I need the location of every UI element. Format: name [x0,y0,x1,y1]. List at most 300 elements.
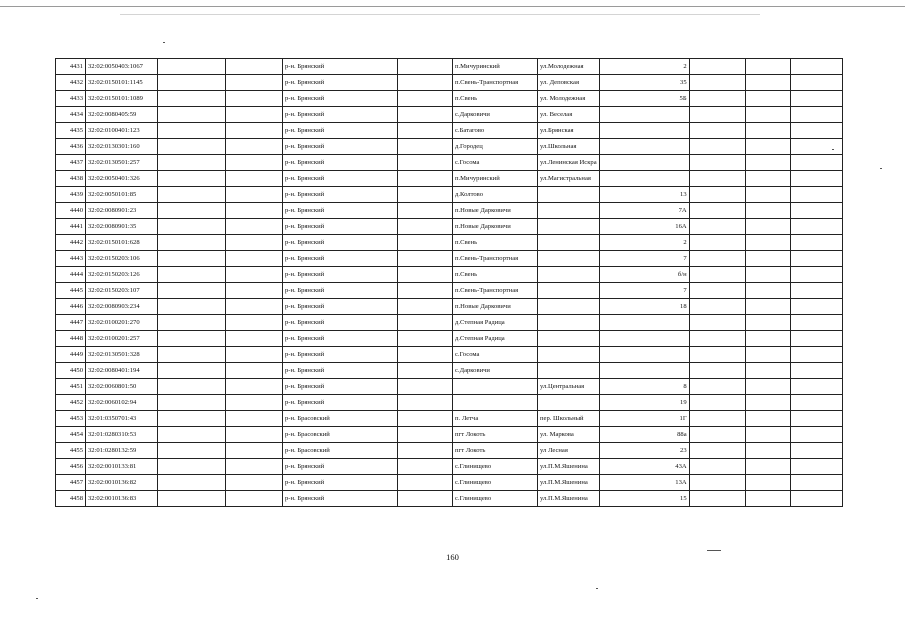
row-number-cell: 4450 [56,363,86,379]
empty-cell [790,139,842,155]
empty-cell [398,139,453,155]
empty-cell [158,107,226,123]
empty-cell [398,123,453,139]
table-row [56,107,843,123]
empty-cell [790,299,842,315]
settlement-cell: с.Глинищево [453,459,538,475]
cadastral-number-cell: 32:02:0080401:194 [86,363,158,379]
settlement-cell: п.Свень-Транспортная [453,283,538,299]
empty-cell [158,427,226,443]
house-number-cell: 23 [599,443,689,459]
empty-cell [745,219,790,235]
empty-cell [226,267,283,283]
empty-cell [398,155,453,171]
row-number-cell: 4440 [56,203,86,219]
empty-cell [226,155,283,171]
empty-cell [158,251,226,267]
street-cell [538,299,600,315]
district-cell: р-н. Брянский [283,491,398,507]
cadastral-number-cell: 32:02:0060801:50 [86,379,158,395]
district-cell: р-н. Брянский [283,379,398,395]
empty-cell [226,75,283,91]
empty-cell [226,347,283,363]
top-rule [0,6,905,7]
settlement-cell: д.Степная Радица [453,315,538,331]
row-number-cell: 4448 [56,331,86,347]
cadastral-number-cell: 32:01:0280132:59 [86,443,158,459]
house-number-cell: 88а [599,427,689,443]
cadastral-number-cell: 32:02:0100201:257 [86,331,158,347]
empty-cell [158,203,226,219]
table-row [56,91,843,107]
empty-cell [745,139,790,155]
house-number-cell [599,331,689,347]
house-number-cell: 35 [599,75,689,91]
empty-cell [158,59,226,75]
row-number-cell: 4432 [56,75,86,91]
empty-cell [398,491,453,507]
empty-cell [398,187,453,203]
empty-cell [226,363,283,379]
empty-cell [226,283,283,299]
settlement-cell: пгт Локоть [453,443,538,459]
empty-cell [689,267,745,283]
house-number-cell [599,315,689,331]
empty-cell [790,331,842,347]
settlement-cell: с.Глинищево [453,491,538,507]
register-table [55,58,843,507]
empty-cell [226,379,283,395]
empty-cell [689,251,745,267]
empty-cell [158,171,226,187]
table-row [56,299,843,315]
district-cell: р-н. Брянский [283,267,398,283]
page-number: 160 [446,552,459,562]
empty-cell [745,491,790,507]
table-row [56,219,843,235]
empty-cell [226,219,283,235]
scan-speck [832,149,834,150]
top-rule-faint [120,14,760,15]
table-row [56,75,843,91]
row-number-cell: 4446 [56,299,86,315]
empty-cell [689,395,745,411]
empty-cell [689,139,745,155]
empty-cell [790,267,842,283]
cadastral-number-cell: 32:02:0130501:257 [86,155,158,171]
district-cell: р-н. Брянский [283,75,398,91]
empty-cell [689,171,745,187]
row-number-cell: 4441 [56,219,86,235]
district-cell: р-н. Брасовский [283,427,398,443]
empty-cell [745,443,790,459]
district-cell: р-н. Брянский [283,155,398,171]
house-number-cell [599,139,689,155]
table-row [56,59,843,75]
house-number-cell: 19 [599,395,689,411]
empty-cell [226,491,283,507]
settlement-cell: п.Мичуринский [453,59,538,75]
empty-cell [745,363,790,379]
settlement-cell [453,395,538,411]
district-cell: р-н. Брянский [283,219,398,235]
empty-cell [689,427,745,443]
scan-speck [163,42,165,43]
house-number-cell [599,107,689,123]
empty-cell [226,427,283,443]
settlement-cell: п.Новые Дарковичи [453,299,538,315]
empty-cell [398,251,453,267]
street-cell [538,187,600,203]
empty-cell [790,475,842,491]
table-row [56,267,843,283]
cadastral-number-cell: 32:02:0100401:123 [86,123,158,139]
empty-cell [398,171,453,187]
empty-cell [226,171,283,187]
cadastral-number-cell: 32:02:0100201:270 [86,315,158,331]
street-cell: ул.Ленинская Искра [538,155,600,171]
table-row [56,315,843,331]
empty-cell [689,155,745,171]
settlement-cell: п.Свень [453,91,538,107]
cadastral-number-cell: 32:01:0280310:53 [86,427,158,443]
empty-cell [158,123,226,139]
table-row [56,491,843,507]
empty-cell [226,59,283,75]
table-row [56,427,843,443]
cadastral-number-cell: 32:02:0080903:234 [86,299,158,315]
settlement-cell: д.Колтово [453,187,538,203]
empty-cell [790,171,842,187]
settlement-cell: п.Новые Дарковичи [453,219,538,235]
cadastral-number-cell: 32:02:0150203:107 [86,283,158,299]
settlement-cell: пгт Локоть [453,427,538,443]
cadastral-number-cell: 32:02:0080901:35 [86,219,158,235]
empty-cell [158,459,226,475]
cadastral-number-cell: 32:02:0080405:59 [86,107,158,123]
settlement-cell: д.Степная Радица [453,331,538,347]
empty-cell [226,459,283,475]
house-number-cell: 7А [599,203,689,219]
empty-cell [790,395,842,411]
empty-cell [158,411,226,427]
empty-cell [790,203,842,219]
row-number-cell: 4447 [56,315,86,331]
empty-cell [745,171,790,187]
house-number-cell: 7 [599,283,689,299]
settlement-cell: с.Дарковичи [453,363,538,379]
table-row [56,283,843,299]
empty-cell [226,187,283,203]
street-cell [538,283,600,299]
district-cell: р-н. Брянский [283,251,398,267]
row-number-cell: 4437 [56,155,86,171]
district-cell: р-н. Брянский [283,363,398,379]
empty-cell [398,427,453,443]
empty-cell [226,475,283,491]
scan-speck [596,588,598,589]
table-row [56,235,843,251]
settlement-cell: д.Городец [453,139,538,155]
row-number-cell: 4458 [56,491,86,507]
empty-cell [226,411,283,427]
empty-cell [689,59,745,75]
row-number-cell: 4443 [56,251,86,267]
empty-cell [158,363,226,379]
empty-cell [226,395,283,411]
row-number-cell: 4457 [56,475,86,491]
empty-cell [689,283,745,299]
empty-cell [790,459,842,475]
empty-cell [226,107,283,123]
empty-cell [398,267,453,283]
empty-cell [226,203,283,219]
empty-cell [689,411,745,427]
street-cell [538,363,600,379]
street-cell: ул.П.М.Яшенина [538,491,600,507]
empty-cell [158,155,226,171]
settlement-cell: п.Мичуринский [453,171,538,187]
street-cell: ул.П.М.Яшенина [538,459,600,475]
empty-cell [745,395,790,411]
cadastral-number-cell: 32:02:0150203:126 [86,267,158,283]
empty-cell [689,331,745,347]
house-number-cell: 5Б [599,91,689,107]
empty-cell [790,187,842,203]
empty-cell [689,235,745,251]
empty-cell [790,379,842,395]
empty-cell [158,379,226,395]
empty-cell [689,299,745,315]
house-number-cell: 43А [599,459,689,475]
district-cell: р-н. Брянский [283,171,398,187]
empty-cell [158,315,226,331]
empty-cell [398,395,453,411]
district-cell: р-н. Брасовский [283,443,398,459]
table-row [56,203,843,219]
row-number-cell: 4456 [56,459,86,475]
house-number-cell: 18 [599,299,689,315]
empty-cell [398,235,453,251]
district-cell: р-н. Брянский [283,203,398,219]
empty-cell [689,203,745,219]
settlement-cell: п.Свень [453,235,538,251]
house-number-cell: 15 [599,491,689,507]
empty-cell [790,219,842,235]
empty-cell [745,315,790,331]
house-number-cell: 8 [599,379,689,395]
empty-cell [158,299,226,315]
empty-cell [226,139,283,155]
table-row [56,347,843,363]
house-number-cell: 2 [599,59,689,75]
empty-cell [790,107,842,123]
empty-cell [158,443,226,459]
empty-cell [689,347,745,363]
empty-cell [790,363,842,379]
district-cell: р-н. Брянский [283,139,398,155]
empty-cell [745,155,790,171]
row-number-cell: 4442 [56,235,86,251]
cadastral-number-cell: 32:01:0350701:43 [86,411,158,427]
cadastral-number-cell: 32:02:0050401:326 [86,171,158,187]
empty-cell [790,251,842,267]
empty-cell [745,347,790,363]
empty-cell [790,347,842,363]
district-cell: р-н. Брянский [283,283,398,299]
empty-cell [745,475,790,491]
table-row [56,475,843,491]
table-row [56,443,843,459]
settlement-cell: п. Летча [453,411,538,427]
empty-cell [790,491,842,507]
street-cell [538,267,600,283]
empty-cell [745,379,790,395]
empty-cell [158,187,226,203]
house-number-cell: 16А [599,219,689,235]
settlement-cell: п.Свень-Транспортная [453,251,538,267]
house-number-cell [599,347,689,363]
empty-cell [398,283,453,299]
empty-cell [158,347,226,363]
table-row [56,251,843,267]
empty-cell [790,443,842,459]
street-cell: ул. Деповская [538,75,600,91]
table-row [56,155,843,171]
empty-cell [398,411,453,427]
empty-cell [745,411,790,427]
cadastral-number-cell: 32:02:0150101:1145 [86,75,158,91]
table-row [56,379,843,395]
house-number-cell: 13А [599,475,689,491]
empty-cell [226,315,283,331]
empty-cell [790,283,842,299]
empty-cell [745,75,790,91]
table-row [56,411,843,427]
empty-cell [790,235,842,251]
cadastral-number-cell: 32:02:0050101:85 [86,187,158,203]
empty-cell [158,235,226,251]
cadastral-number-cell: 32:02:0050403:1067 [86,59,158,75]
house-number-cell: 1Г [599,411,689,427]
row-number-cell: 4452 [56,395,86,411]
street-cell [538,331,600,347]
empty-cell [689,475,745,491]
table-row [56,123,843,139]
table-row [56,139,843,155]
settlement-cell: п.Свень [453,267,538,283]
row-number-cell: 4439 [56,187,86,203]
row-number-cell: 4436 [56,139,86,155]
empty-cell [226,331,283,347]
scan-speck [36,598,38,599]
empty-cell [158,475,226,491]
empty-cell [398,91,453,107]
empty-cell [689,75,745,91]
empty-cell [745,427,790,443]
table-row [56,459,843,475]
settlement-cell: с.Госома [453,347,538,363]
empty-cell [226,91,283,107]
table-row [56,171,843,187]
table-row [56,395,843,411]
cadastral-number-cell: 32:02:0130501:328 [86,347,158,363]
empty-cell [745,123,790,139]
street-cell: ул. Маркова [538,427,600,443]
cadastral-number-cell: 32:02:0060102:94 [86,395,158,411]
row-number-cell: 4435 [56,123,86,139]
house-number-cell [599,155,689,171]
settlement-cell: п.Новые Дарковичи [453,203,538,219]
district-cell: р-н. Брянский [283,187,398,203]
empty-cell [745,459,790,475]
scan-speck [707,550,721,551]
empty-cell [158,267,226,283]
scan-speck [880,168,882,169]
house-number-cell: б/н [599,267,689,283]
empty-cell [398,331,453,347]
empty-cell [790,91,842,107]
empty-cell [689,363,745,379]
street-cell: ул. Молодежная [538,91,600,107]
empty-cell [158,331,226,347]
row-number-cell: 4455 [56,443,86,459]
empty-cell [398,59,453,75]
settlement-cell: с.Глинищево [453,475,538,491]
house-number-cell: 13 [599,187,689,203]
cadastral-number-cell: 32:02:0010136:83 [86,491,158,507]
empty-cell [689,379,745,395]
empty-cell [158,75,226,91]
empty-cell [790,59,842,75]
register-table-body [56,59,843,507]
empty-cell [398,299,453,315]
empty-cell [745,283,790,299]
row-number-cell: 4453 [56,411,86,427]
street-cell [538,235,600,251]
street-cell: ул Лесная [538,443,600,459]
empty-cell [226,443,283,459]
street-cell [538,251,600,267]
cadastral-number-cell: 32:02:0150101:1089 [86,91,158,107]
empty-cell [745,299,790,315]
house-number-cell: 2 [599,235,689,251]
empty-cell [158,219,226,235]
empty-cell [689,315,745,331]
house-number-cell [599,363,689,379]
district-cell: р-н. Брасовский [283,411,398,427]
empty-cell [398,363,453,379]
district-cell: р-н. Брянский [283,123,398,139]
street-cell [538,347,600,363]
street-cell: ул.Магистральная [538,171,600,187]
empty-cell [226,299,283,315]
empty-cell [689,219,745,235]
district-cell: р-н. Брянский [283,475,398,491]
table-row [56,187,843,203]
empty-cell [689,491,745,507]
empty-cell [398,315,453,331]
empty-cell [398,459,453,475]
settlement-cell: с.Батагово [453,123,538,139]
street-cell [538,203,600,219]
house-number-cell [599,171,689,187]
district-cell: р-н. Брянский [283,315,398,331]
empty-cell [745,203,790,219]
street-cell: ул.Школьная [538,139,600,155]
cadastral-number-cell: 32:02:0130301:160 [86,139,158,155]
street-cell: ул.Центральная [538,379,600,395]
